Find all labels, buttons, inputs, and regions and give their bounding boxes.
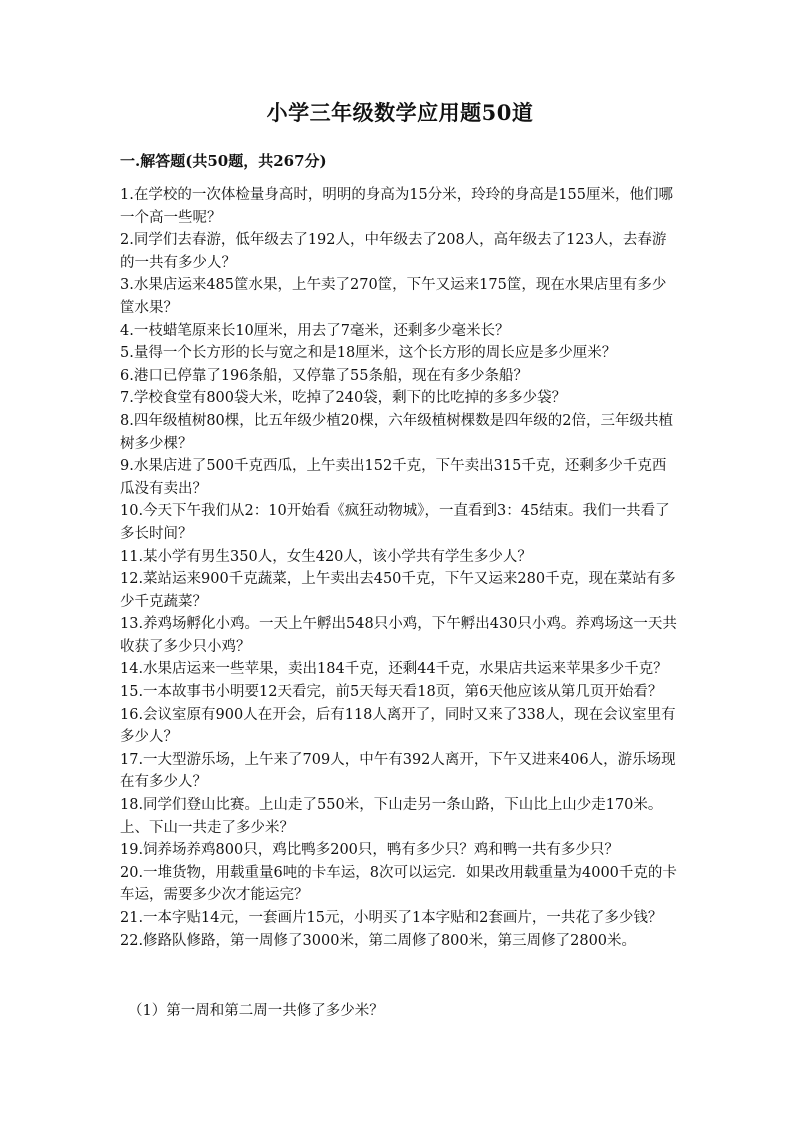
question-item: 2.同学们去春游，低年级去了192人，中年级去了208人，高年级去了123人，去春游的一共有多少人？	[120, 232, 667, 271]
question-item: 17.一大型游乐场，上午来了709人，中午有392人离开，下午又进来406人，游乐场现在有多少人？	[120, 751, 676, 791]
question-item: 21.一本字贴14元，一套画片15元，小明买了1本字贴和2套画片，一共花了多少钱？	[120, 910, 663, 926]
page-title: 小学三年级数学应用题50道	[266, 100, 534, 125]
sub-question: （1）第一周和第二周一共修了多少米？	[128, 1003, 384, 1019]
question-item: 19.饲养场养鸡800只，鸡比鸭多200只，鸭有多少只？鸡和鸭一共有多少只？	[120, 842, 619, 859]
question-item: 7.学校食堂有800袋大米，吃掉了240袋，剩下的比吃掉的多多少袋？	[120, 390, 567, 407]
section-heading: 一.解答题(共50题，共267分)	[120, 152, 327, 170]
question-item: 10.今天下午我们从2：10开始看《疯狂动物城》，一直看到3：45结束。我们一共看了多长时间？	[120, 503, 670, 542]
question-item: 12.菜站运来900千克蔬菜，上午卖出去450千克，下午又运来280千克，现在菜站有多少千克蔬菜？	[120, 571, 676, 610]
question-item: 18.同学们登山比赛。上山走了550米，下山走另一条山路，下山比上山少走170米。上、下山一共走了多少米？	[120, 797, 663, 836]
question-list	[120, 184, 680, 952]
question-item: 14.水果店运来一些苹果，卖出184千克，还剩44千克，水果店共运来苹果多少千克？	[120, 661, 668, 678]
question-item: 1.在学校的一次体检量身高时，明明的身高为15分米，玲玲的身高是155厘米，他们哪一个高一些呢？	[120, 187, 673, 226]
question-item: 9.水果店进了500千克西瓜，上午卖出152千克，下午卖出315千克，还剩多少千克西瓜没有卖出？	[120, 458, 667, 497]
question-item: 6.港口已停靠了196条船，又停靠了55条船，现在有多少条船？	[120, 367, 528, 384]
question-item: 4.一枝蜡笔原来长10厘米，用去了7毫米，还剩多少毫米长？	[120, 322, 510, 339]
question-item: 5.量得一个长方形的长与宽之和是18厘米，这个长方形的周长应是多少厘米？	[120, 345, 617, 362]
question-item: 3.水果店运来485筐水果，上午卖了270筐，下午又运来175筐，现在水果店里有多少筐水果？	[120, 277, 667, 316]
question-item: 8.四年级植树80棵，比五年级少植20棵，六年级植树棵数是四年级的2倍，三年级共植树多少棵？	[120, 412, 673, 452]
question-item: 22.修路队修路，第一周修了3000米，第二周修了800米，第三周修了2800米。	[120, 932, 637, 949]
question-item: 13.养鸡场孵化小鸡。一天上午孵出548只小鸡，下午孵出430只小鸡。养鸡场这一天共收获了多少只小鸡？	[120, 616, 677, 655]
question-item: 11.某小学有男生350人，女生420人，该小学共有学生多少人？	[120, 548, 532, 565]
question-item: 15.一本故事书小明要12天看完，前5天每天看18页，第6天他应该从第几页开始看？	[120, 684, 663, 701]
question-item: 16.会议室原有900人在开会，后有118人离开了，同时又来了338人，现在会议室里有多少人？	[120, 706, 676, 746]
question-item: 20.一堆货物，用载重量6吨的卡车运，8次可以运完．如果改用载重量为4000千克的卡车运，需要多少次才能运完？	[120, 864, 677, 904]
